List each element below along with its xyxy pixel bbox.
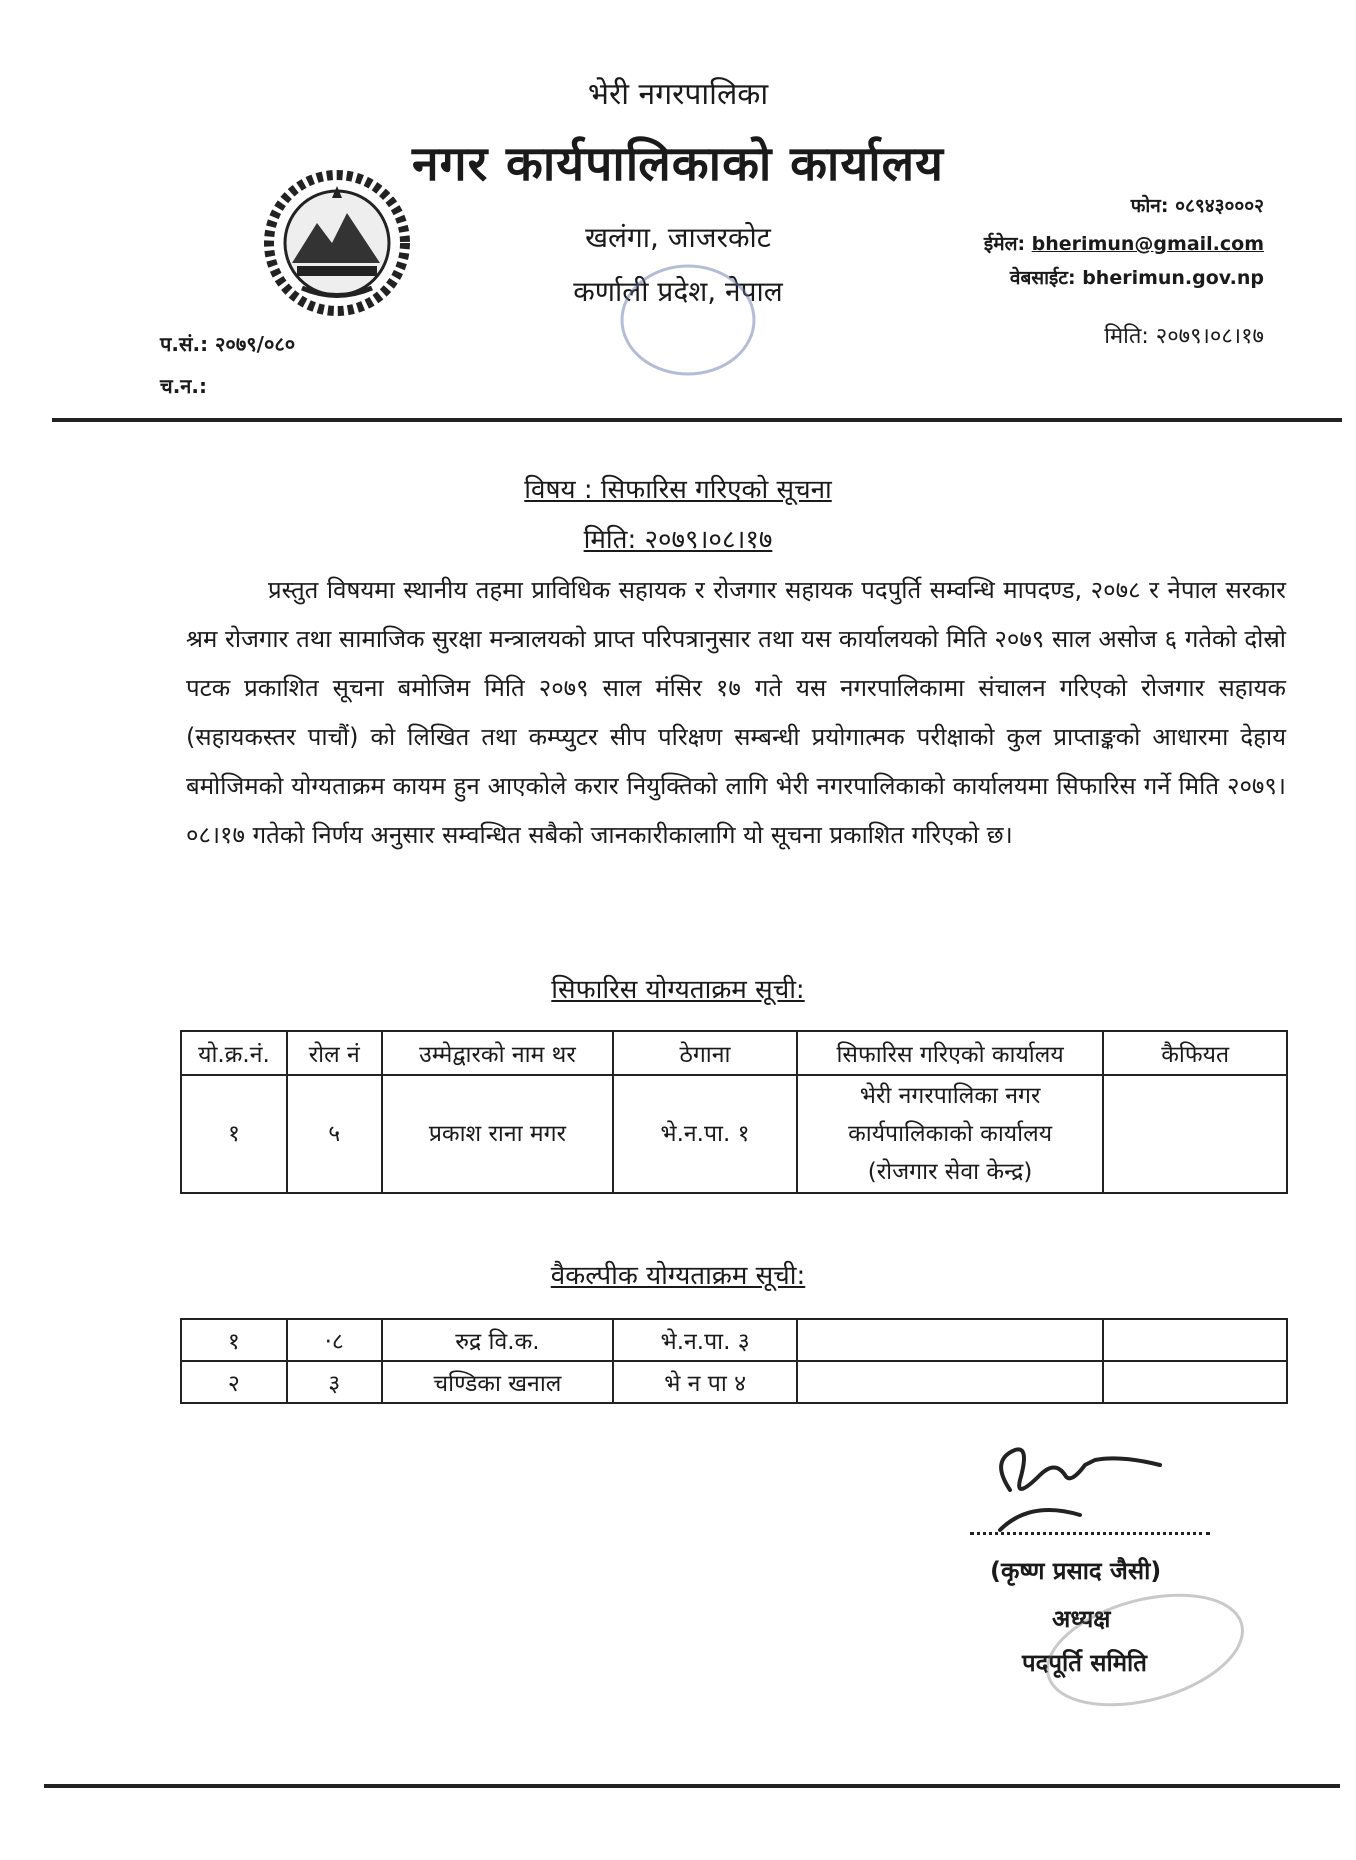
website-link[interactable]: bherimun.gov.np	[1082, 267, 1264, 289]
cell-name: प्रकाश राना मगर	[382, 1075, 614, 1193]
cell-remarks	[1103, 1361, 1287, 1403]
table-header-row	[181, 1031, 1287, 1075]
phone-label: फोन:	[1130, 195, 1169, 217]
signature-line	[970, 1532, 1210, 1535]
email-label: ईमेल:	[983, 233, 1026, 255]
address-line-2: कर्णाली प्रदेश, नेपाल	[573, 275, 783, 308]
col-name: उम्मेद्वारको नाम थर	[382, 1031, 614, 1075]
notice-body: प्रस्तुत विषयमा स्थानीय तहमा प्राविधिक सहायक र रोजगार सहायक पदपुर्ति सम्वन्धि मापदण्ड, २०७८ र नेपाल सरकार श्रम रोजगार तथा सामाजिक सुरक्षा मन्त्रालयको प्राप्त परिपत्रानुसार तथा यस कार्यालयको मिति २०७९ साल असोज ६ गतेको दोस्रो पटक प्रकाशित सूचना बमोजिम मिति २०७९ साल मंसिर १७ गते यस नगरपालिकामा संचालन गरिएको रोजगार सहायक (सहायकस्तर पाचौं) को लिखित तथा कम्प्युटर सीप परिक्षण सम्बन्धी प्रयोगात्मक परीक्षाको कुल प्राप्ताङ्कको आधारमा देहाय बमोजिमको योग्यताक्रम कायम हुन आएकोले करार नियुक्तिको लागि भेरी नगरपालिकाको कार्यालयमा सिफारिस गर्ने मिति २०७९।०८।१७ गतेको निर्णय अनुसार सम्वन्धित सबैको जानकारीकालागि यो सूचना प्रकाशित गरिएको छ।	[186, 576, 1286, 849]
col-roll: रोल नं	[287, 1031, 382, 1075]
office-name: नगर कार्यपालिकाको कार्यालय	[411, 136, 945, 192]
committee-name: पदपूर्ति समिति	[1022, 1649, 1147, 1677]
cell-serial: २	[181, 1361, 287, 1403]
cell-remarks	[1103, 1319, 1287, 1361]
email-link[interactable]: bherimun@gmail.com	[1031, 233, 1264, 255]
col-address: ठेगाना	[613, 1031, 797, 1075]
cell-office: भेरी नगरपालिका नगर कार्यपालिकाको कार्यालय (रोजगार सेवा केन्द्र)	[797, 1075, 1104, 1193]
website-label: वेबसाईट:	[1009, 267, 1076, 289]
signatory-name: (कृष्ण प्रसाद जैसी)	[990, 1557, 1162, 1585]
cell-remarks	[1103, 1075, 1287, 1193]
cell-roll: ३	[287, 1361, 382, 1403]
cell-address: भे.न.पा. ३	[613, 1319, 797, 1361]
notice-subject: विषय : सिफारिस गरिएको सूचना	[524, 475, 832, 505]
recommended-list-title: सिफारिस योग्यताक्रम सूची:	[551, 975, 805, 1005]
table-row	[181, 1075, 1287, 1193]
alternate-table	[180, 1318, 1288, 1404]
office-stamp-icon	[618, 260, 758, 380]
municipality-name: भेरी नगरपालिका	[587, 77, 769, 112]
col-serial: यो.क्र.नं.	[181, 1031, 287, 1075]
committee-stamp-icon	[1040, 1590, 1250, 1710]
cell-serial: १	[181, 1319, 287, 1361]
footer-divider	[44, 1784, 1340, 1788]
recommended-table	[180, 1030, 1288, 1194]
cell-name: चण्डिका खनाल	[382, 1361, 614, 1403]
signatory-designation: अध्यक्ष	[1052, 1605, 1111, 1633]
website-line	[1010, 264, 1264, 290]
cell-office	[797, 1319, 1103, 1361]
nepal-emblem-icon	[262, 168, 412, 318]
col-office: सिफारिस गरिएको कार्यालय	[797, 1031, 1104, 1075]
header-date: मिति: २०७९।०८।१७	[1104, 324, 1264, 349]
cell-roll: ·८	[287, 1319, 382, 1361]
cell-office	[797, 1361, 1103, 1403]
phone-number: ०८९४३०००२	[1175, 195, 1264, 217]
col-remarks: कैफियत	[1103, 1031, 1287, 1075]
cell-address: भे.न.पा. १	[613, 1075, 797, 1193]
alternate-list-title: वैकल्पीक योग्यताक्रम सूची:	[550, 1261, 806, 1291]
signature-icon	[970, 1420, 1210, 1540]
notice-date: मिति: २०७९।०८।१७	[583, 525, 773, 555]
email-line	[984, 230, 1264, 256]
cell-roll: ५	[287, 1075, 382, 1193]
cell-address: भे न पा ४	[613, 1361, 797, 1403]
table-row	[181, 1319, 1287, 1361]
header-divider	[52, 418, 1342, 422]
dispatch-number: च.न.:	[160, 374, 207, 398]
cell-name: रुद्र वि.क.	[382, 1319, 614, 1361]
address-line-1: खलंगा, जाजरकोट	[585, 221, 771, 254]
cell-serial: १	[181, 1075, 287, 1193]
reference-number: प.सं.: २०७९/०८०	[160, 332, 296, 356]
phone-line	[1131, 192, 1264, 218]
table-row	[181, 1361, 1287, 1403]
